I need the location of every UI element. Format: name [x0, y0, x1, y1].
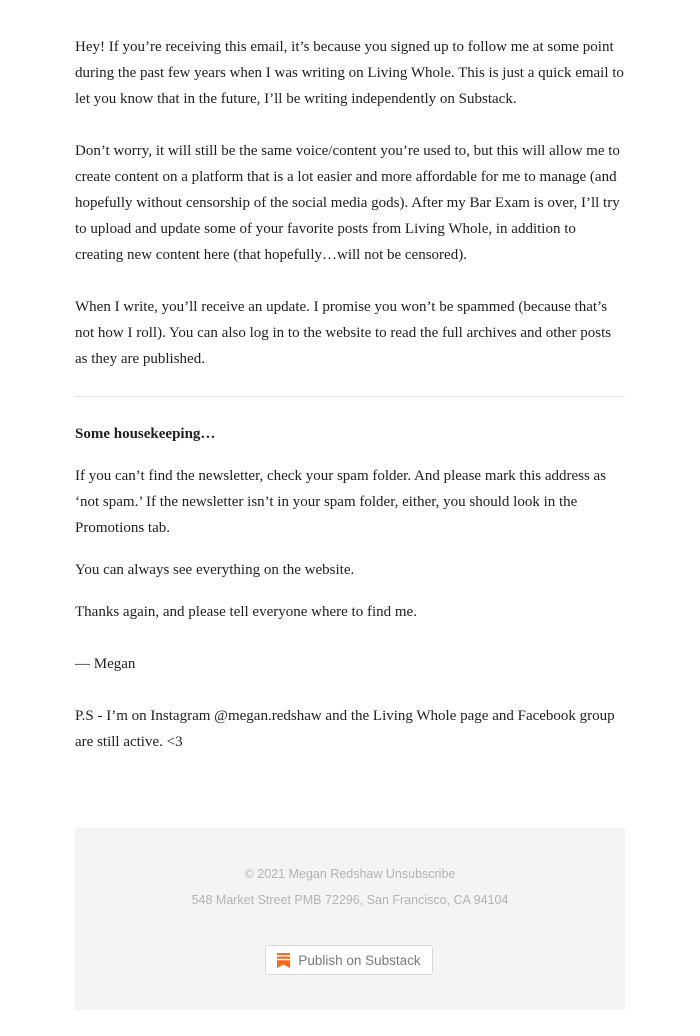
publish-on-substack-button[interactable]: [265, 945, 433, 975]
unsubscribe-link[interactable]: Unsubscribe: [385, 867, 456, 881]
paragraph-thanks: Thanks again, and please tell everyone where to find me.: [75, 604, 417, 620]
copyright-text: © 2021 Megan Redshaw: [244, 867, 383, 881]
email-body: [75, 34, 627, 755]
email-footer: [75, 828, 625, 1010]
housekeeping-heading: Some housekeeping…: [75, 426, 216, 442]
paragraph-dont-worry: Don’t worry, it will still be the same voice/content you’re used to, but this will allow me to create content on a platform that is a lot easier and more affordable for me to manage (and hopefully without censorship of the social media gods). After my Bar Exam is over, I’ll try to upload and update some of your favorite posts from Living Whole, in addition to creating new content here (that hopefully…will not be censored).: [75, 143, 620, 263]
paragraph-website: You can always see everything on the website.: [75, 562, 355, 578]
paragraph-spam-folder: If you can’t find the newsletter, check your spam folder. And please mark this address as ‘not spam.’ If the newsletter isn’t in your spam folder, either, you should look in the Promotions tab.: [75, 468, 607, 536]
footer-copyright-line: [75, 865, 625, 883]
section-divider: [75, 396, 625, 397]
paragraph-when-i-write: When I write, you’ll receive an update. I promise you won’t be spammed (because that’s not how I roll). You can also log in to the website to read the full archives and other posts as they are published.: [75, 299, 612, 367]
publish-button-label: Publish on Substack: [298, 952, 421, 968]
substack-icon: [277, 953, 290, 968]
paragraph-postscript: P.S - I’m on Instagram @megan.redshaw and the Living Whole page and Facebook group are still active. <3: [75, 708, 615, 750]
footer-address: 548 Market Street PMB 72296, San Francisco, CA 94104: [191, 893, 509, 907]
signature: — Megan: [75, 656, 136, 672]
paragraph-intro: Hey! If you’re receiving this email, it’s because you signed up to follow me at some point during the past few years when I was writing on Living Whole. This is just a quick email to let you know that in the future, I’ll be writing independently on Substack.: [75, 39, 624, 107]
